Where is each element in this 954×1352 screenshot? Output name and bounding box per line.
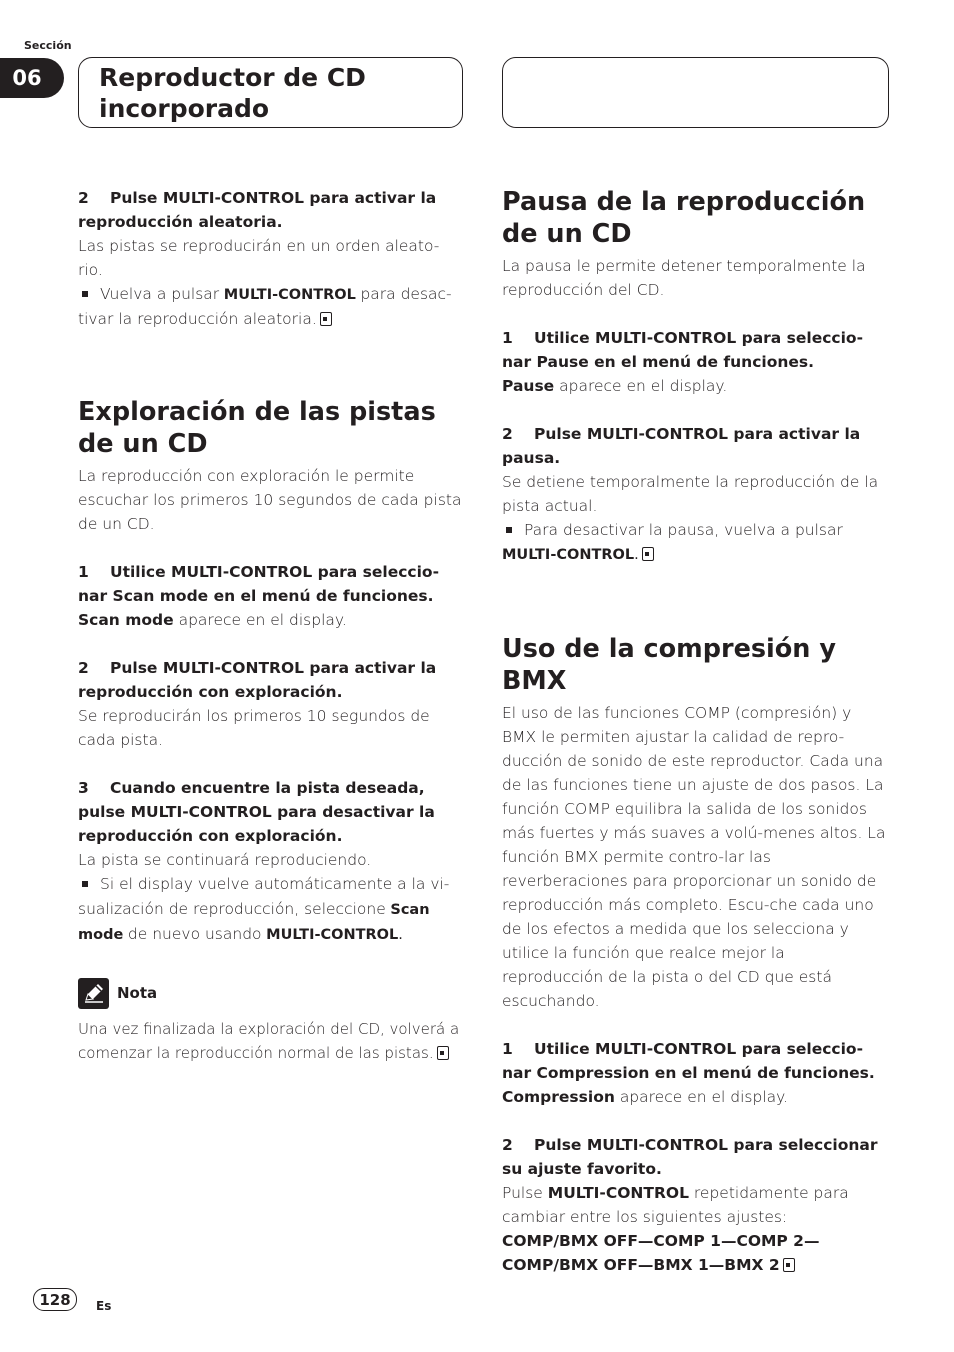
compression-step-2-body: Pulse MULTI-CONTROL repetidamente para cambiar entre los siguientes ajustes: [502,1184,849,1226]
note-text: Una vez finalizada la exploración del CD, volverá a comenzar la reproducción normal de las pistas. [78,1020,460,1062]
scan-step-1: 1 Utilice MULTI-CONTROL para seleccio-nar Scan mode en el menú de funciones. [78,563,439,605]
bullet-square-icon [82,881,88,887]
pause-heading: Pausa de la reproducción de un CD [502,187,866,249]
settings-sequence-2: COMP/BMX OFF—BMX 1—BMX 2 [502,1253,888,1277]
scan-step-2: 2 Pulse MULTI-CONTROL para activar la reproducción con exploración. [78,659,437,701]
compression-step-1: 1 Utilice MULTI-CONTROL para seleccio-nar Compression en el menú de funciones. [502,1040,875,1082]
scan-step-1-body: Scan mode aparece en el display. [78,611,347,629]
compression-step-1-body: Compression aparece en el display. [502,1088,789,1106]
right-column [502,186,888,1277]
random-bullet: Vuelva a pulsar MULTI-CONTROL para desac-tivar la reproducción aleatoria. [78,285,452,328]
pause-intro: La pausa le permite detener temporalmente la reproducción del CD. [502,257,866,299]
end-of-section-icon [437,1046,449,1060]
section-title: Reproductor de CD incorporado [99,63,366,123]
bullet-square-icon [506,527,512,533]
scan-step-3: 3 Cuando encuentre la pista deseada, pulse MULTI-CONTROL para desactivar la reproducción con exploración. [78,779,435,845]
pause-step-2: 2 Pulse MULTI-CONTROL para activar la pausa. [502,425,861,467]
pause-step-1: 1 Utilice MULTI-CONTROL para seleccio-nar Pause en el menú de funciones. [502,329,863,371]
section-title-box [78,57,463,128]
end-of-section-icon [783,1258,795,1272]
scan-step-2-body: Se reproducirán los primeros 10 segundos de cada pista. [78,707,430,749]
section-label: Sección [24,39,72,52]
left-column [78,186,464,1065]
settings-sequence-1: COMP/BMX OFF—COMP 1—COMP 2— [502,1232,820,1250]
empty-header-box [502,57,889,128]
scan-heading: Exploración de las pistas de un CD [78,397,436,459]
compression-intro: El uso de las funciones COMP (compresión) y BMX le permiten ajustar la calidad de repro-ducción de sonido de este reproductor. Cada una de las funciones tiene un ajuste de dos pasos. La función COMP equilibra la salida de los sonidos más fuertes y más suaves a volú-menes altos. La función BMX permite contro-lar las reverberaciones para proporcionar un sonido de reproducción más completo. Escu-che cada uno de los efectos a medida que los selecciona y utilice la función que realce mejor la reproducción de la pista o del CD que está escuchando. [502,704,886,1010]
page-number: 128 [33,1288,77,1311]
compression-step-2: 2 Pulse MULTI-CONTROL para seleccionar su ajuste favorito. [502,1136,878,1178]
note-header [78,975,464,1011]
pause-step-2-body: Se detiene temporalmente la reproducción de la pista actual. [502,473,879,515]
random-step-2: 2 Pulse MULTI-CONTROL para activar la reproducción aleatoria. [78,189,437,231]
pause-step-1-body: Pause aparece en el display. [502,377,728,395]
end-of-section-icon [320,312,332,326]
scan-bullet: Si el display vuelve automáticamente a la vi-sualización de reproducción, seleccione Scan mode de nuevo usando MULTI-CONTROL. [78,875,450,943]
end-of-section-icon [642,547,654,561]
pencil-note-icon [78,978,109,1009]
section-number-badge: 06 [0,58,64,98]
random-step-2-body: Las pistas se reproducirán en un orden aleato-rio. [78,237,440,279]
scan-step-3-body: La pista se continuará reproduciendo. [78,851,372,869]
language-code: Es [96,1299,112,1313]
pause-bullet: Para desactivar la pausa, vuelva a pulsar MULTI-CONTROL. [502,521,843,563]
scan-intro: La reproducción con exploración le permite escuchar los primeros 10 segundos de cada pista de un CD. [78,467,462,533]
bullet-square-icon [82,291,88,297]
compression-heading: Uso de la compresión y BMX [502,634,836,696]
note-label: Nota [117,984,158,1002]
